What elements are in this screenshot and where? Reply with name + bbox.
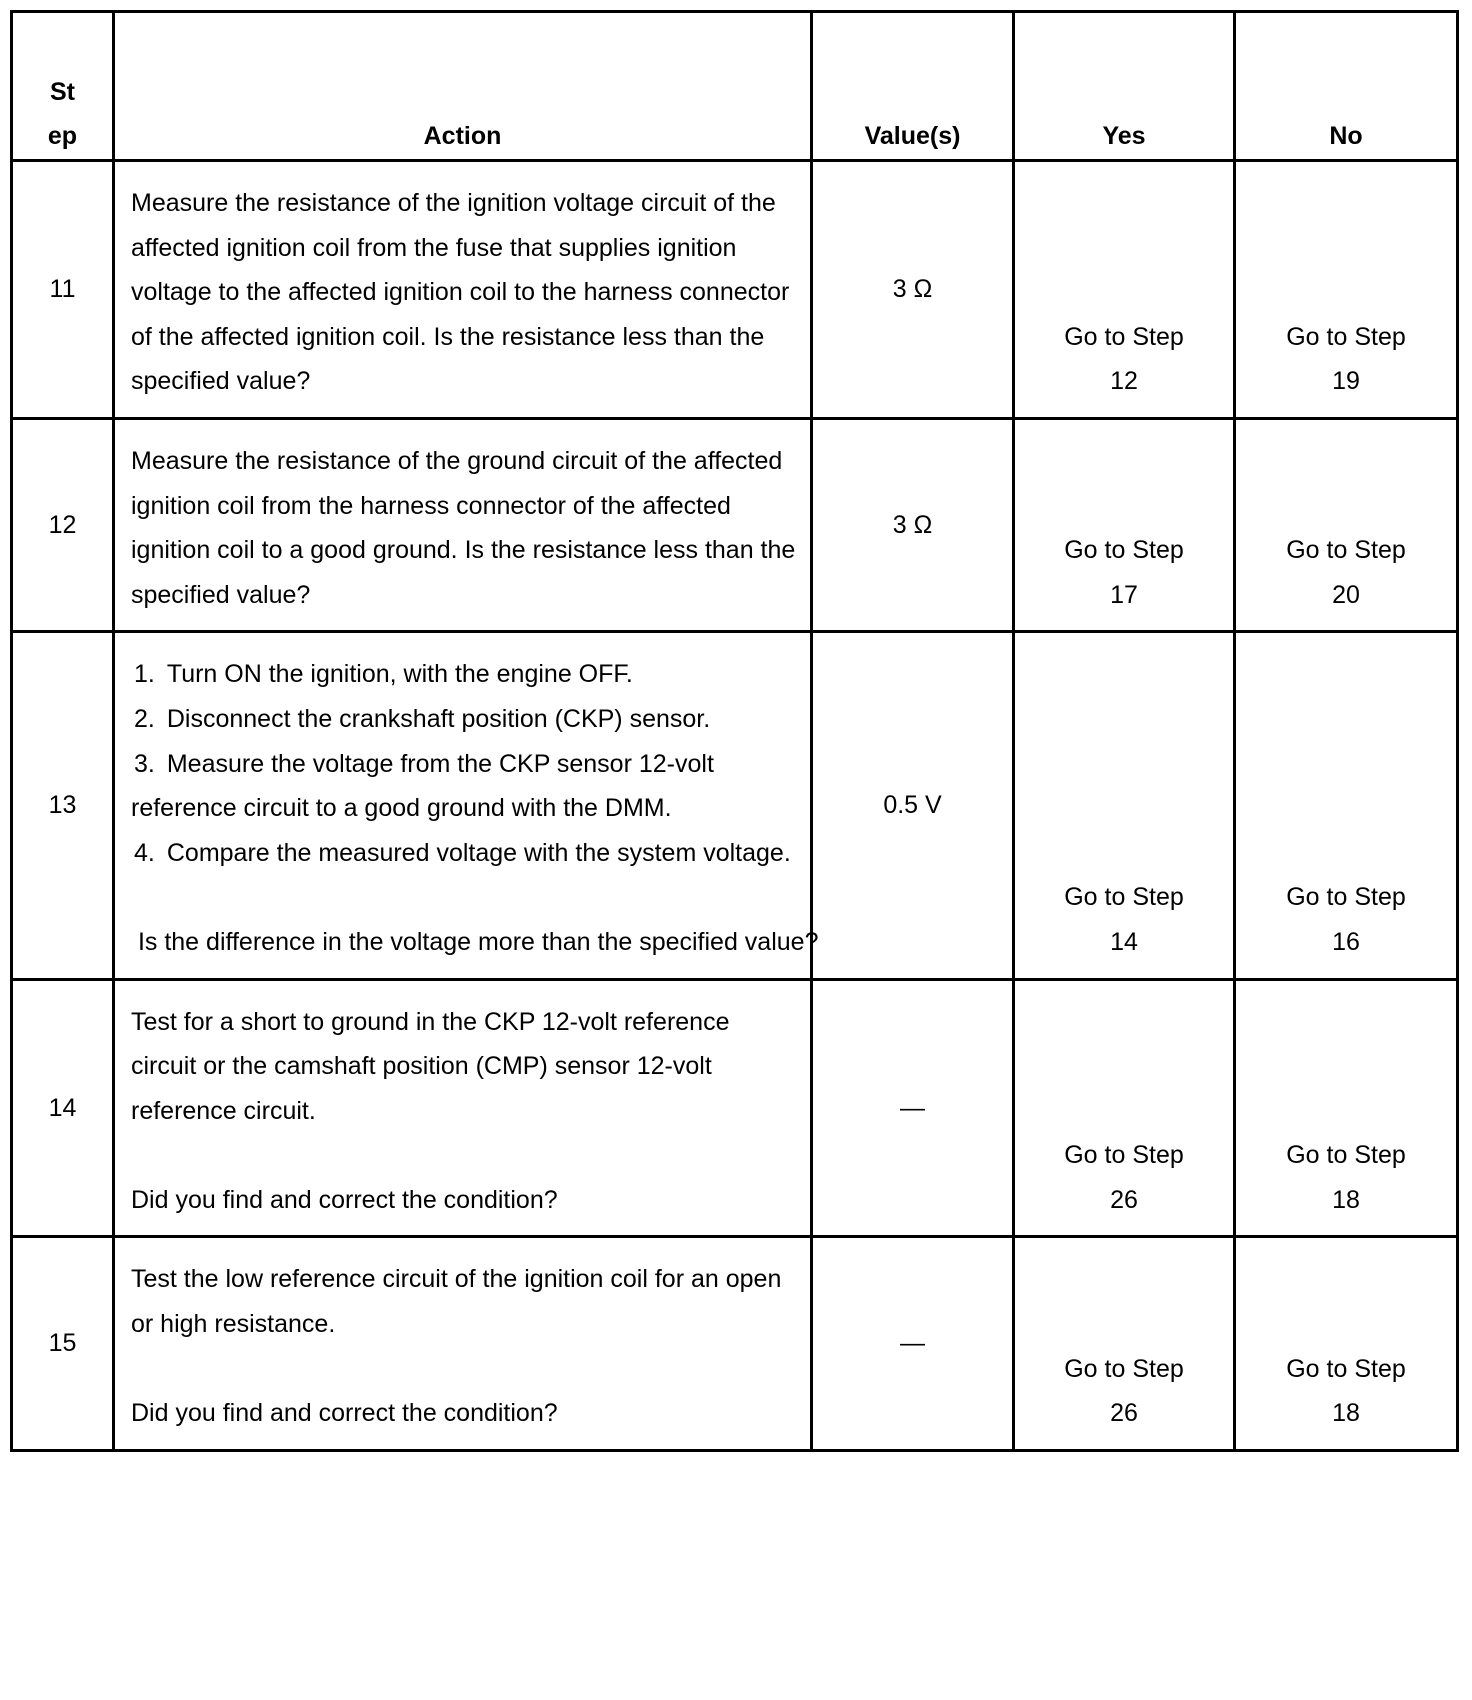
no-go-to-step: Go to Step 16 [1235, 632, 1458, 979]
step-action [114, 632, 819, 979]
step-value: 3 Ω [812, 418, 1014, 631]
list-text: Turn ON the ignition, with the engine OFF. [166, 660, 633, 689]
step-action: Measure the resistance of the ignition voltage circuit of the affected ignition coil from the fuse that supplies ignition voltage to the affected ignition coil to the harness connector of the affected ignition coil. Is the resistance less than the specified value? [114, 161, 812, 419]
spacer [131, 875, 798, 920]
step-number: 13 [12, 632, 114, 979]
step-number: 11 [12, 161, 114, 419]
step-value: — [812, 979, 1014, 1237]
step-value: — [812, 1237, 1014, 1450]
table-row [12, 979, 1458, 1237]
header-step: St ep [12, 12, 114, 161]
action-text: Test for a short to ground in the CKP 12-volt reference circuit or the camshaft position (CMP) sensor 12-volt reference circuit. [131, 1007, 730, 1125]
list-number: 1. [134, 660, 155, 689]
action-list-item [131, 652, 798, 697]
action-list-item [131, 742, 798, 831]
spacer [131, 1347, 798, 1392]
action-question: Did you find and correct the condition? [131, 1399, 558, 1428]
action-list-item [131, 831, 798, 876]
action-question: Did you find and correct the condition? [131, 1185, 558, 1214]
table-row [12, 418, 1458, 631]
table-row [12, 161, 1458, 419]
yes-go-to-step: Go to Step 14 [1014, 632, 1235, 979]
step-action: Measure the resistance of the ground circuit of the affected ignition coil from the harness connector of the affected ignition coil to a good ground. Is the resistance less than the specified value? [114, 418, 812, 631]
no-go-to-step: Go to Step 18 [1235, 979, 1458, 1237]
step-action [114, 979, 812, 1237]
header-value: Value(s) [812, 12, 1014, 161]
list-text: Compare the measured voltage with the system voltage. [166, 838, 791, 867]
yes-go-to-step: Go to Step 26 [1014, 979, 1235, 1237]
action-text: Test the low reference circuit of the ignition coil for an open or high resistance. [131, 1265, 782, 1339]
list-number: 4. [134, 838, 155, 867]
table-row [12, 632, 1458, 979]
step-number: 12 [12, 418, 114, 631]
action-list-item [131, 697, 798, 742]
yes-go-to-step: Go to Step 17 [1014, 418, 1235, 631]
step-value: 0.5 V [812, 632, 1014, 979]
step-number: 14 [12, 979, 114, 1237]
step-number: 15 [12, 1237, 114, 1450]
header-no: No [1235, 12, 1458, 161]
list-text: Measure the voltage from the CKP sensor 12-volt reference circuit to a good ground with the DMM. [131, 749, 714, 823]
list-text: Disconnect the crankshaft position (CKP) sensor. [166, 704, 711, 733]
spacer [131, 1133, 798, 1178]
diagnostic-steps-table [10, 10, 1459, 1452]
yes-go-to-step: Go to Step 12 [1014, 161, 1235, 419]
yes-go-to-step: Go to Step 26 [1014, 1237, 1235, 1450]
table-header-row [12, 12, 1458, 161]
step-action [114, 1237, 812, 1450]
no-go-to-step: Go to Step 18 [1235, 1237, 1458, 1450]
header-yes: Yes [1014, 12, 1235, 161]
no-go-to-step: Go to Step 19 [1235, 161, 1458, 419]
list-number: 2. [134, 704, 155, 733]
no-go-to-step: Go to Step 20 [1235, 418, 1458, 631]
list-number: 3. [134, 749, 155, 778]
header-action: Action [114, 12, 812, 161]
table-row [12, 1237, 1458, 1450]
action-question: Is the difference in the voltage more than the specified value? [131, 927, 819, 956]
step-value: 3 Ω [812, 161, 1014, 419]
